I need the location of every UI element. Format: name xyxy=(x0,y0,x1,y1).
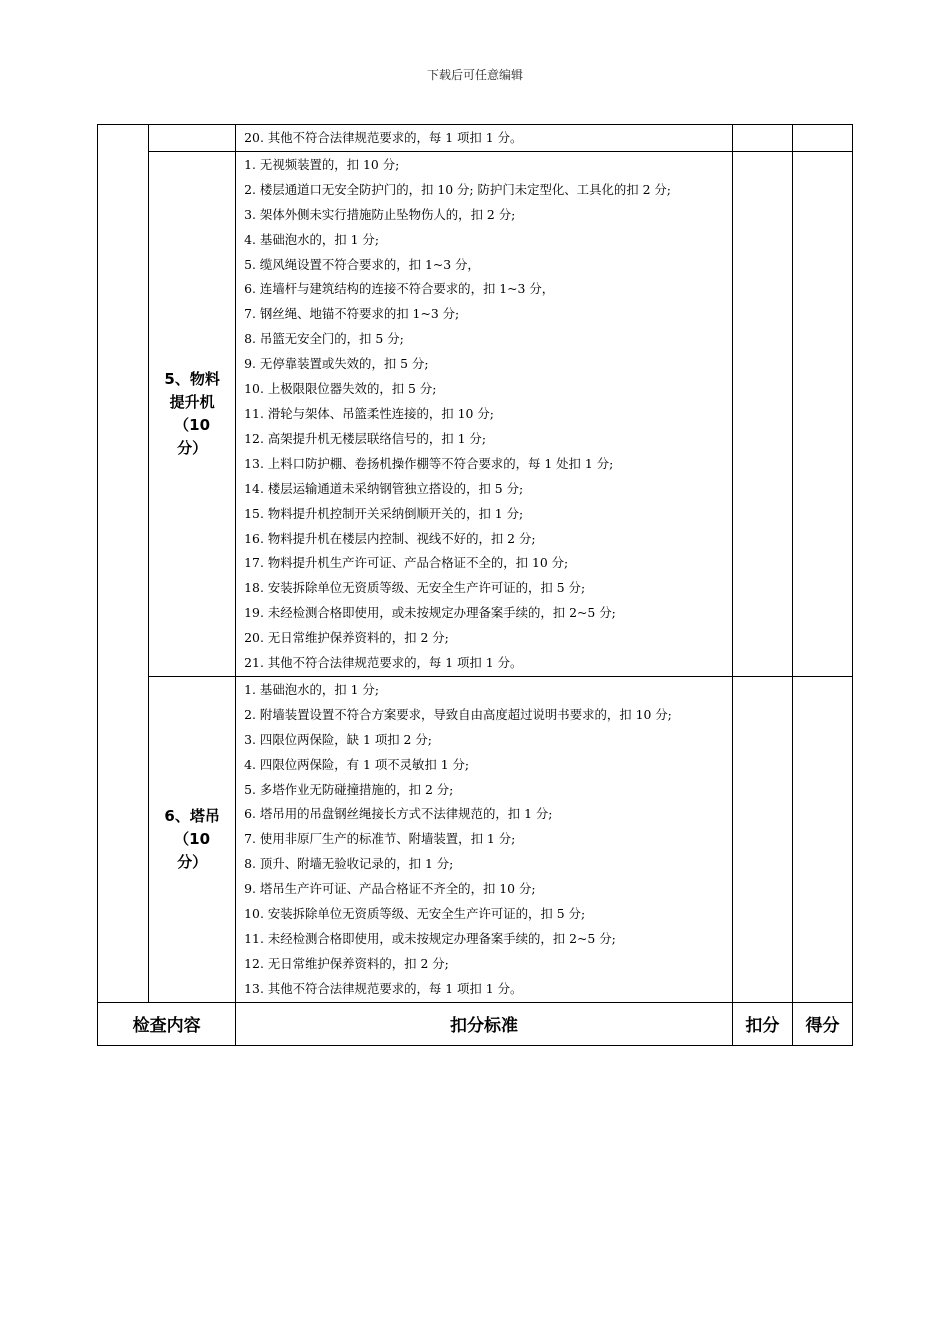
header-deduction: 扣分 xyxy=(732,1002,792,1045)
table-row-tower-crane xyxy=(98,676,853,1002)
criteria-item: 10. 安装拆除单位无资质等级、无安全生产许可证的，扣 5 分; xyxy=(244,906,586,922)
table-header-row xyxy=(98,1002,853,1045)
criteria-cell xyxy=(236,676,733,1002)
criteria-list xyxy=(236,152,732,676)
inspection-table xyxy=(97,124,853,1046)
criteria-item: 13. 其他不符合法律规范要求的，每 1 项扣 1 分。 xyxy=(244,980,523,996)
criteria-list xyxy=(236,677,732,1002)
header-score: 得分 xyxy=(792,1002,852,1045)
score-cell[interactable] xyxy=(792,151,852,676)
criteria-item: 18. 安装拆除单位无资质等级、无安全生产许可证的，扣 5 分; xyxy=(244,580,586,596)
criteria-item: 1. 基础泡水的，扣 1 分; xyxy=(244,681,379,697)
criteria-item: 9. 塔吊生产许可证、产品合格证不齐全的，扣 10 分; xyxy=(244,881,536,897)
criteria-item: 10. 上极限限位器失效的，扣 5 分; xyxy=(244,381,437,397)
header-deduction-standard: 扣分标准 xyxy=(236,1002,733,1045)
category-cell-empty xyxy=(149,125,236,152)
criteria-item: 20. 无日常维护保养资料的，扣 2 分; xyxy=(244,630,449,646)
score-cell[interactable] xyxy=(792,125,852,152)
criteria-item: 16. 物料提升机在楼层内控制、视线不好的，扣 2 分; xyxy=(244,530,536,546)
criteria-item: 8. 顶升、附墙无验收记录的，扣 1 分; xyxy=(244,856,454,872)
criteria-item: 5. 缆风绳设置不符合要求的，扣 1~3 分， xyxy=(244,256,480,272)
criteria-item: 4. 四限位两保险，有 1 项不灵敏扣 1 分; xyxy=(244,756,470,772)
criteria-item: 11. 滑轮与架体、吊篮柔性连接的，扣 10 分; xyxy=(244,405,494,421)
deduction-cell[interactable] xyxy=(732,125,792,152)
page-header: 下载后可任意编辑 xyxy=(426,68,523,82)
criteria-item: 5. 多塔作业无防碰撞措施的，扣 2 分; xyxy=(244,781,454,797)
criteria-item: 7. 使用非原厂生产的标准节、附墙装置，扣 1 分; xyxy=(244,831,516,847)
deduction-cell[interactable] xyxy=(732,151,792,676)
criteria-item: 12. 无日常维护保养资料的，扣 2 分; xyxy=(244,955,449,971)
criteria-cell xyxy=(236,125,733,152)
criteria-item: 2. 附墙装置设置不符合方案要求，导致自由高度超过说明书要求的，扣 10 分; xyxy=(244,706,672,722)
criteria-item: 13. 上料口防护棚、卷扬机操作棚等不符合要求的，每 1 处扣 1 分; xyxy=(244,455,614,471)
table-row-material-hoist xyxy=(98,151,853,676)
criteria-item: 1. 无视频装置的，扣 10 分; xyxy=(244,156,400,172)
criteria-item: 17. 物料提升机生产许可证、产品合格证不全的，扣 10 分; xyxy=(244,555,569,571)
criteria-item: 14. 楼层运输通道未采纳钢管独立搭设的，扣 5 分; xyxy=(244,480,524,496)
category-material-hoist: 5、物料 提升机 （10 分） xyxy=(149,151,236,676)
criteria-item: 11. 未经检测合格即使用，或未按规定办理备案手续的，扣 2~5 分; xyxy=(244,931,616,946)
criteria-item: 20. 其他不符合法律规范要求的，每 1 项扣 1 分。 xyxy=(244,130,523,145)
category-tower-crane: 6、塔吊 （10 分） xyxy=(149,676,236,1002)
criteria-item: 19. 未经检测合格即使用，或未按规定办理备案手续的，扣 2~5 分; xyxy=(244,605,616,621)
criteria-item: 12. 高架提升机无楼层联络信号的，扣 1 分; xyxy=(244,430,487,446)
criteria-item: 2. 楼层通道口无安全防护门的，扣 10 分; 防护门未定型化、工具化的扣 2 分; xyxy=(244,181,671,197)
criteria-item: 3. 架体外侧未实行措施防止坠物伤人的，扣 2 分; xyxy=(244,206,516,222)
criteria-list xyxy=(236,125,732,151)
header-inspection-content: 检查内容 xyxy=(98,1002,236,1045)
criteria-item: 8. 吊篮无安全门的，扣 5 分; xyxy=(244,331,404,347)
criteria-item: 15. 物料提升机控制开关采纳倒顺开关的，扣 1 分; xyxy=(244,505,524,521)
criteria-item: 4. 基础泡水的，扣 1 分; xyxy=(244,231,379,247)
criteria-cell xyxy=(236,151,733,676)
criteria-item: 9. 无停靠装置或失效的，扣 5 分; xyxy=(244,356,429,372)
criteria-item: 3. 四限位两保险，缺 1 项扣 2 分; xyxy=(244,731,432,747)
section-group-cell xyxy=(98,125,149,1003)
deduction-cell[interactable] xyxy=(732,676,792,1002)
table-row-continued xyxy=(98,125,853,152)
criteria-item: 7. 钢丝绳、地锚不符要求的扣 1~3 分; xyxy=(244,306,460,322)
criteria-item: 21. 其他不符合法律规范要求的，每 1 项扣 1 分。 xyxy=(244,655,523,671)
criteria-item: 6. 塔吊用的吊盘钢丝绳接长方式不法律规范的，扣 1 分; xyxy=(244,806,553,822)
score-cell[interactable] xyxy=(792,676,852,1002)
criteria-item: 6. 连墙杆与建筑结构的连接不符合要求的，扣 1~3 分， xyxy=(244,281,555,297)
